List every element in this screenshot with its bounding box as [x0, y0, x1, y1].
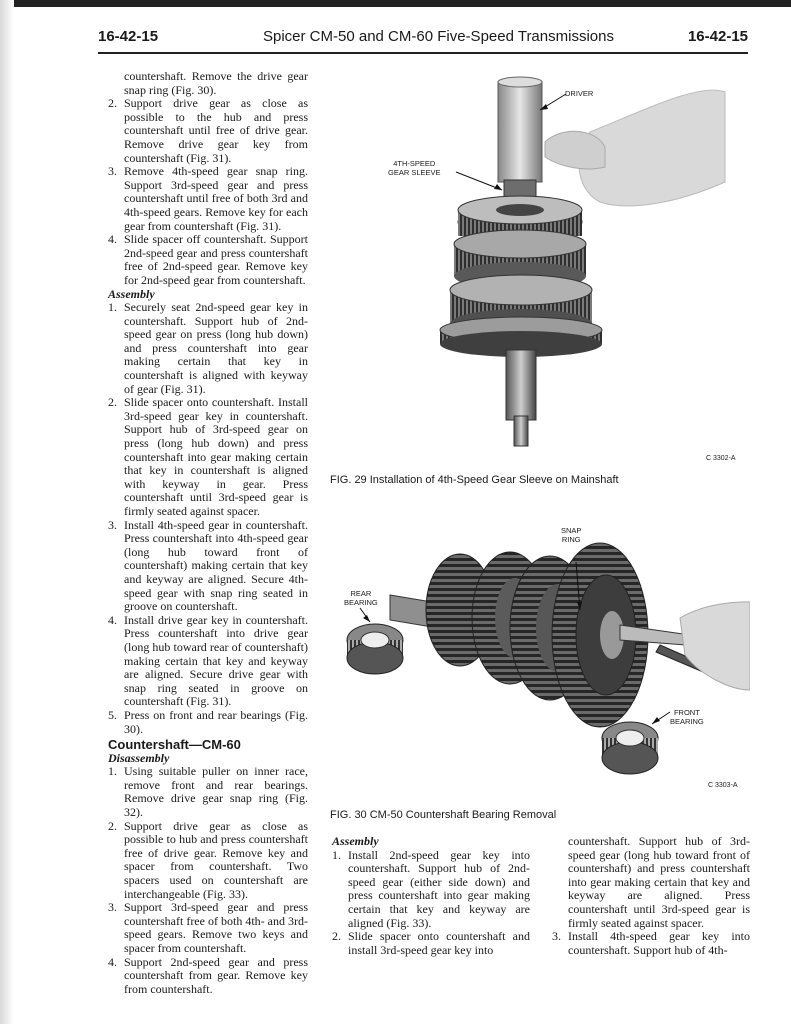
section-heading-countershaft-cm60: Countershaft—CM-60	[108, 737, 241, 753]
figure-30-ref-code: C 3303-A	[708, 782, 738, 789]
callout-snap-ring: SNAP RING	[561, 526, 582, 544]
list-item: 2. Support drive gear as close as possible to the hub and press countershaft until free of drive gear. Remove drive gear key from countershaft (Fig. 31).	[108, 96, 308, 165]
continued-paragraph: countershaft. Remove the drive gear snap ring (Fig. 30).	[124, 69, 308, 97]
page-number-left: 16-42-15	[98, 28, 159, 45]
page-title: Spicer CM-50 and CM-60 Five-Speed Transmissions	[263, 28, 614, 45]
page-binding-edge	[0, 0, 14, 1024]
page-number-right: 16-42-15	[687, 28, 748, 45]
bottom-text-column-2	[552, 835, 750, 957]
disassembly-list-cm50	[108, 97, 308, 287]
assembly-subheading-cm60: Assembly	[332, 834, 379, 848]
list-item: 4. Slide spacer off countershaft. Support 2nd-speed gear and press countershaft free of 2nd-speed gear. Remove key for 2nd-speed gear from countershaft.	[108, 232, 308, 287]
assembly-list-cm50	[108, 301, 308, 736]
mainshaft-gear-illustration	[380, 72, 740, 452]
list-item: 3. Support 3rd-speed gear and press countershaft free of both 4th- and 3rd-speed gears. Remove two keys and spacer from countershaft.	[108, 900, 308, 955]
callout-front-bearing: FRONT BEARING	[670, 708, 704, 726]
list-item: 1. Using suitable puller on inner race, remove front and rear bearings. Remove drive gear snap ring (Fig. 32).	[108, 764, 308, 820]
list-item: 5. Press on front and rear bearings (Fig. 30).	[108, 707, 308, 736]
left-text-column	[108, 70, 308, 996]
list-item: 3. Remove 4th-speed gear snap ring. Support 3rd-speed gear and press countershaft until free of both 3rd and 4th-speed gears. Remove key for each gear from countershaft (Fig. 31).	[108, 164, 308, 233]
page-top-border	[0, 0, 791, 7]
list-item: 2. Slide spacer onto countershaft. Install 3rd-speed gear key in countershaft. Support hub of 3rd-speed gear on press (long hub down) and press countershaft into gear making certain that key in countershaft is aligned with keyway in gear. Press countershaft until 3rd-speed gear is firmly seated against spacer.	[108, 395, 308, 518]
list-item: 1. Securely seat 2nd-speed gear key in countershaft. Support hub of 2nd-speed gear on press (long hub down) and press countershaft into gear making certain that key in countershaft is aligned with keyway of gear (Fig. 31).	[108, 300, 308, 396]
assembly-list-cm60-continued	[552, 930, 750, 957]
figure-29-caption: FIG. 29 Installation of 4th-Speed Gear Sleeve on Mainshaft	[330, 474, 619, 486]
figure-29-ref-code: C 3302-A	[706, 455, 736, 462]
continued-paragraph: countershaft. Support hub of 3rd-speed gear (long hub toward front of countershaft) and press countershaft into gear making certain that key and keyway are aligned. Press countershaft until 3rd-speed gear is firmly seated against spacer.	[568, 834, 750, 930]
callout-driver: DRIVER	[565, 89, 594, 98]
page-header	[98, 28, 748, 54]
assembly-subheading: Assembly	[108, 286, 155, 301]
list-item: 3. Install 4th-speed gear in countershaft. Press countershaft into 4th-speed gear (long hub toward front of countershaft) making certain that key and keyway are aligned. Secure 4th-speed gear with snap ring seated in groove on countershaft.	[108, 517, 308, 614]
list-item: 2. Slide spacer onto countershaft and install 3rd-speed gear key into	[332, 929, 530, 957]
figure-30-photo	[330, 540, 750, 780]
figure-29-photo	[380, 72, 740, 452]
list-item: 2. Support drive gear as close as possible to hub and press countershaft free of drive gear. Remove key and spacer from countershaft. Two spacers used on countershaft are interchangeable (Fig. 33).	[108, 818, 308, 901]
disassembly-list-cm60	[108, 765, 308, 996]
list-item: 1. Install 2nd-speed gear key into countershaft. Support hub of 2nd-speed gear (either side down) and press countershaft into gear making certain that key and keyway are aligned (Fig. 33).	[332, 847, 530, 930]
assembly-list-cm60	[332, 849, 530, 958]
bottom-text-column-1	[332, 835, 530, 957]
callout-4th-speed-gear-sleeve: 4TH-SPEED GEAR SLEEVE	[388, 159, 441, 177]
disassembly-subheading: Disassembly	[108, 750, 170, 765]
figure-30-caption: FIG. 30 CM-50 Countershaft Bearing Removal	[330, 809, 557, 821]
countershaft-bearing-illustration	[330, 540, 750, 780]
list-item: 4. Install drive gear key in countershaft. Press countershaft into drive gear (long hub toward rear of countershaft) making certain that key and keyway are aligned. Secure drive gear with snap ring seated in groove on countershaft (Fig. 31).	[108, 612, 308, 709]
list-item: 3. Install 4th-speed gear key into countershaft. Support hub of 4th-	[552, 929, 750, 957]
list-item: 4. Support 2nd-speed gear and press countershaft from gear. Remove key from countershaft.	[108, 954, 308, 996]
callout-rear-bearing: REAR BEARING	[344, 589, 378, 607]
